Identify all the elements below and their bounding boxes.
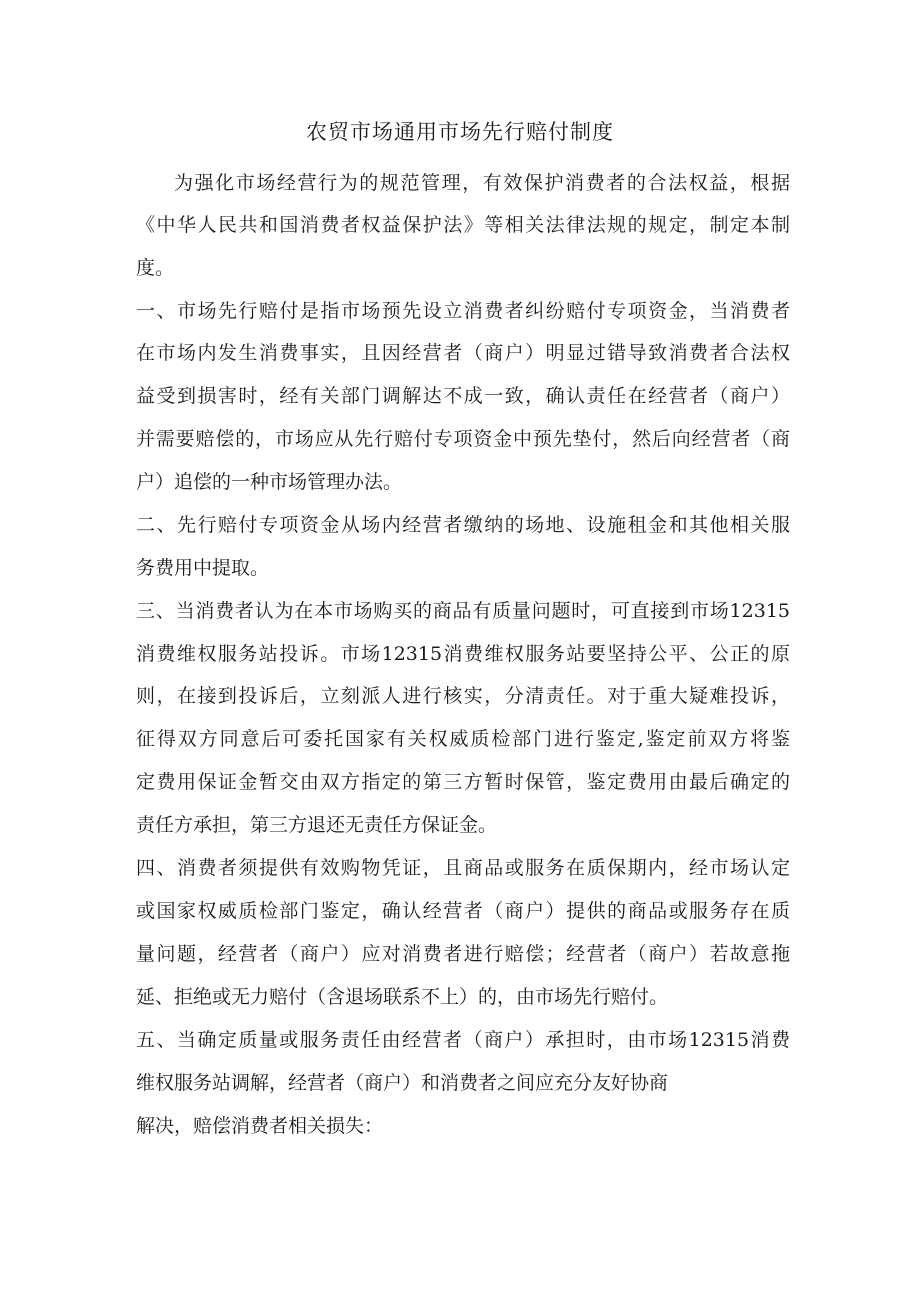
text-line: 定费用保证金暂交由双方指定的第三方暂时保管，鉴定费用由最后确定的 <box>136 771 790 793</box>
text-line: 户）追偿的一种市场管理办法。 <box>136 471 403 493</box>
text-line: 在市场内发生消费事实，且因经营者（商户）明显过错导致消费者合法权 <box>136 342 790 364</box>
text-line: 延、拒绝或无力赔付（含退场联系不上）的，由市场先行赔付。 <box>136 986 669 1008</box>
text-line: 或国家权威质检部门鉴定，确认经营者（商户）提供的商品或服务存在质 <box>136 900 790 922</box>
text-line: 度。 <box>136 257 175 279</box>
text-line: 量问题，经营者（商户）应对消费者进行赔偿；经营者（商户）若故意拖 <box>136 943 790 965</box>
text-line: 维权服务站调解，经营者（商户）和消费者之间应充分友好协商 <box>136 1072 669 1094</box>
text-line: 为强化市场经营行为的规范管理，有效保护消费者的合法权益，根据 <box>174 172 790 194</box>
text-line: 三、当消费者认为在本市场购买的商品有质量问题时，可直接到市场12315 <box>136 600 790 622</box>
text-line: 《中华人民共和国消费者权益保护法》等相关法律法规的规定，制定本制 <box>136 214 790 236</box>
text-line: 消费维权服务站投诉。市场12315消费维权服务站要坚持公平、公正的原 <box>136 643 790 665</box>
text-line: 解决，赔偿消费者相关损失： <box>136 1115 384 1137</box>
text-line: 则，在接到投诉后，立刻派人进行核实，分清责任。对于重大疑难投诉， <box>136 685 790 707</box>
text-line: 责任方承担，第三方退还无责任方保证金。 <box>136 814 498 836</box>
text-line: 务费用中提取。 <box>136 557 270 579</box>
text-line: 益受到损害时，经有关部门调解达不成一致，确认责任在经营者（商户） <box>136 385 790 407</box>
text-line: 四、消费者须提供有效购物凭证，且商品或服务在质保期内，经市场认定 <box>136 857 790 879</box>
text-line: 五、当确定质量或服务责任由经营者（商户）承担时，由市场12315消费 <box>136 1029 790 1051</box>
text-line: 二、先行赔付专项资金从场内经营者缴纳的场地、设施租金和其他相关服 <box>136 514 790 536</box>
text-line: 一、市场先行赔付是指市场预先设立消费者纠纷赔付专项资金，当消费者 <box>136 300 790 322</box>
text-line: 并需要赔偿的，市场应从先行赔付专项资金中预先垫付，然后向经营者（商 <box>136 428 790 450</box>
document-title: 农贸市场通用市场先行赔付制度 <box>306 120 614 144</box>
text-line: 征得双方同意后可委托国家有关权威质检部门进行鉴定,鉴定前双方将鉴 <box>136 728 790 750</box>
